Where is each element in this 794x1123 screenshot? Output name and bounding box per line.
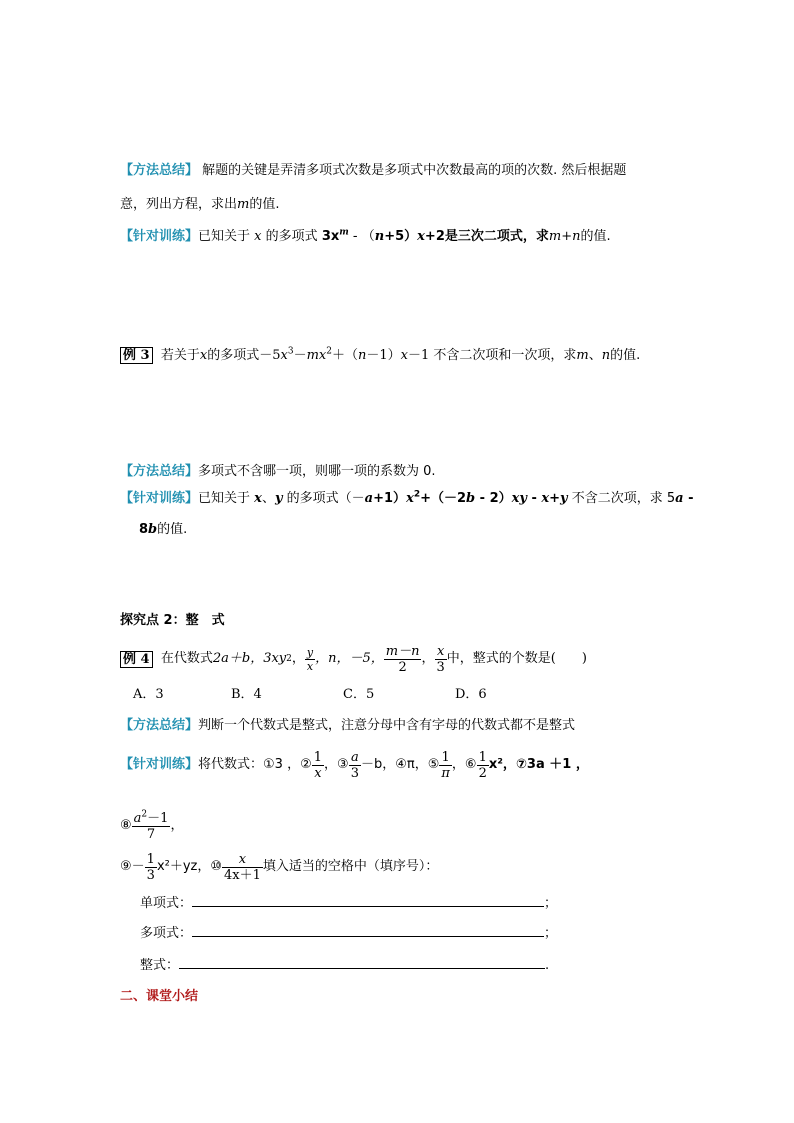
method-summary-tag: 【方法总结】: [120, 464, 199, 479]
text: －1）: [366, 348, 401, 363]
var-x: x: [254, 229, 262, 244]
text: 中，整式的个数是( ): [446, 651, 587, 666]
method-summary-text: 判断一个代数式是整式，注意分母中含有字母的代数式都不是整式: [198, 718, 576, 733]
answer-row-integral: [140, 956, 549, 976]
denominator: π: [441, 765, 450, 781]
var-xy: x+y: [541, 491, 568, 506]
integral-answer-blank[interactable]: [179, 956, 545, 969]
text: ⑧: [120, 818, 132, 833]
text: -: [683, 491, 694, 506]
polynomial-answer-blank[interactable]: [192, 924, 544, 937]
var-x: x: [199, 348, 208, 363]
text: +5）: [384, 229, 418, 244]
section-summary-title: 二、课堂小结: [120, 989, 199, 1004]
text: 的值.: [157, 522, 188, 537]
denominator: 3: [146, 867, 155, 883]
var-x: x: [406, 491, 414, 506]
answer-row-monomial: [140, 894, 557, 914]
var-n: n: [358, 348, 367, 363]
text: ，: [170, 818, 184, 833]
method-summary-1-line2: [120, 195, 279, 215]
text: -: [526, 491, 542, 506]
numerator: x: [436, 643, 445, 659]
text: －: [293, 348, 307, 363]
exponent: 2: [141, 809, 148, 820]
exponent: 3: [287, 346, 294, 357]
var-x: x: [280, 348, 288, 363]
var-y: y: [274, 491, 283, 506]
text: ＋（: [331, 348, 358, 363]
option-c: C．5: [343, 687, 375, 702]
example-4: 例 4 在代数式 2a＋b，3xy 2 ， $\frac{y}{x}$ ，n，－5， $\frac{m-n}{2}$ ， $\frac{x}{3}$ 中，整式的个数是( ): [120, 641, 587, 677]
text: 不含二次项，求 5: [567, 491, 676, 506]
denominator: 2: [478, 765, 487, 781]
var-a: a: [364, 491, 374, 506]
fraction-a-over-3: [349, 751, 361, 780]
training-1: [120, 227, 611, 247]
fraction-m-minus-n: [384, 645, 422, 674]
text: 的多项式（－: [286, 491, 365, 506]
numerator: 1: [313, 749, 323, 765]
text: 将代数式：: [198, 757, 264, 772]
text: x²＋yz，⑩: [156, 859, 223, 874]
training-2: [120, 489, 694, 509]
text: 8: [139, 522, 149, 537]
var-a: a: [675, 491, 684, 506]
exponent: 2: [413, 489, 421, 500]
text: ；: [544, 926, 558, 941]
var-x: x: [417, 229, 425, 244]
numerator: －1: [147, 810, 169, 826]
example-label: 例 4: [120, 651, 153, 668]
numerator: a: [350, 749, 359, 765]
text: 已知关于: [198, 229, 251, 244]
text: 的值.: [610, 348, 641, 363]
example-3: [120, 346, 640, 366]
text: 若关于: [160, 348, 200, 363]
text: x²，⑦3a ＋1 ，: [488, 757, 589, 772]
text: +2是三次二项式，求: [424, 229, 549, 244]
option-a: A．3: [133, 687, 164, 702]
row-label: 整式：: [140, 958, 180, 973]
var-n: n: [601, 348, 611, 363]
expression: ，n，－5，: [315, 651, 384, 666]
option-d: D．6: [455, 687, 487, 702]
numerator: 1: [441, 749, 450, 765]
fraction-1-over-x: [312, 751, 324, 780]
var-xy: xy: [511, 491, 527, 506]
fraction-x-over-4x-plus-1: [222, 853, 263, 882]
text: .: [545, 958, 550, 973]
fraction-1-over-3: [145, 853, 157, 882]
text: ，③: [324, 757, 349, 772]
training-tag: 【针对训练】: [120, 491, 199, 506]
denominator: x: [306, 659, 314, 673]
example-label: 例 3: [120, 347, 153, 364]
text: ⑨－: [120, 859, 145, 874]
fraction-x-over-3: [435, 645, 447, 674]
text: －1 不含二次项和一次项，求: [408, 348, 577, 363]
var-b: b: [466, 491, 476, 506]
denominator: 7: [132, 826, 171, 841]
text: ①3 ，②: [263, 757, 312, 772]
row-label: 多项式：: [140, 926, 193, 941]
text: - （: [348, 229, 375, 244]
var-m: m: [237, 197, 250, 212]
denominator: 3: [350, 765, 359, 781]
numerator: m－n: [385, 643, 420, 659]
exponent: 2: [326, 346, 332, 357]
poly-term: 3x: [321, 229, 340, 244]
numerator: a: [133, 810, 142, 826]
text: - 2）: [475, 491, 512, 506]
training-3-items-9-10: [120, 847, 438, 887]
text: 、: [588, 348, 602, 363]
text: 的值.: [249, 197, 280, 212]
fraction-1-over-pi: [439, 751, 452, 780]
text: 意，列出方程，求出: [120, 197, 238, 212]
monomial-answer-blank[interactable]: [192, 894, 544, 907]
var-mx: mx: [306, 348, 327, 363]
var-x: x: [254, 491, 262, 506]
method-summary-1: [120, 161, 626, 181]
text: －b，④π，⑤: [360, 757, 440, 772]
option-b: B．4: [231, 687, 262, 702]
denominator: 4x＋1: [224, 867, 261, 883]
section-title: 探究点 2：整 式: [120, 613, 225, 628]
training-3: [120, 745, 589, 785]
numerator: 1: [478, 749, 487, 765]
expression: 2a＋b，3xy: [212, 651, 287, 666]
fraction-a2-minus-1-over-7: [132, 809, 171, 842]
text: +（－2: [420, 491, 467, 506]
numerator: y: [306, 645, 314, 659]
text: 、: [261, 491, 275, 506]
var-b: b: [148, 522, 158, 537]
polynomial: [322, 229, 549, 244]
method-summary-2: [120, 462, 436, 482]
text: +1）: [373, 491, 407, 506]
training-3-item-8: [120, 806, 183, 846]
numerator: x: [238, 851, 247, 867]
method-summary-3: [120, 716, 575, 736]
denominator: 3: [436, 659, 445, 675]
var-mn: m+n: [548, 229, 581, 244]
fraction-1-over-2: [477, 751, 489, 780]
fraction-y-over-x: [305, 647, 315, 672]
var-n: n: [374, 229, 385, 244]
var-x: x: [400, 348, 408, 363]
method-summary-tag: 【方法总结】: [120, 163, 199, 178]
text: 的多项式－5: [207, 348, 281, 363]
text: ；: [544, 896, 558, 911]
denominator: x: [312, 765, 324, 780]
text: 的多项式: [265, 229, 318, 244]
denominator: 2: [384, 659, 422, 674]
text: ，⑥: [451, 757, 477, 772]
text: ，: [291, 651, 305, 666]
var-m: m: [576, 348, 589, 363]
text: 在代数式: [160, 651, 213, 666]
method-summary-text: 多项式不含哪一项，则哪一项的系数为 0.: [198, 464, 436, 479]
row-label: 单项式：: [140, 896, 193, 911]
exponent: m: [339, 227, 349, 238]
training-tag: 【针对训练】: [120, 229, 199, 244]
training-2-line2: [139, 520, 187, 540]
training-tag: 【针对训练】: [120, 757, 199, 772]
method-summary-tag: 【方法总结】: [120, 718, 199, 733]
numerator: 1: [146, 851, 155, 867]
answer-row-polynomial: [140, 924, 557, 944]
text: 的值.: [580, 229, 611, 244]
text: 已知关于: [198, 491, 251, 506]
text: 填入适当的空格中（填序号）：: [262, 859, 439, 874]
method-summary-text: 解题的关键是弄清多项式次数是多项式中次数最高的项的次数. 然后根据题: [202, 163, 627, 178]
